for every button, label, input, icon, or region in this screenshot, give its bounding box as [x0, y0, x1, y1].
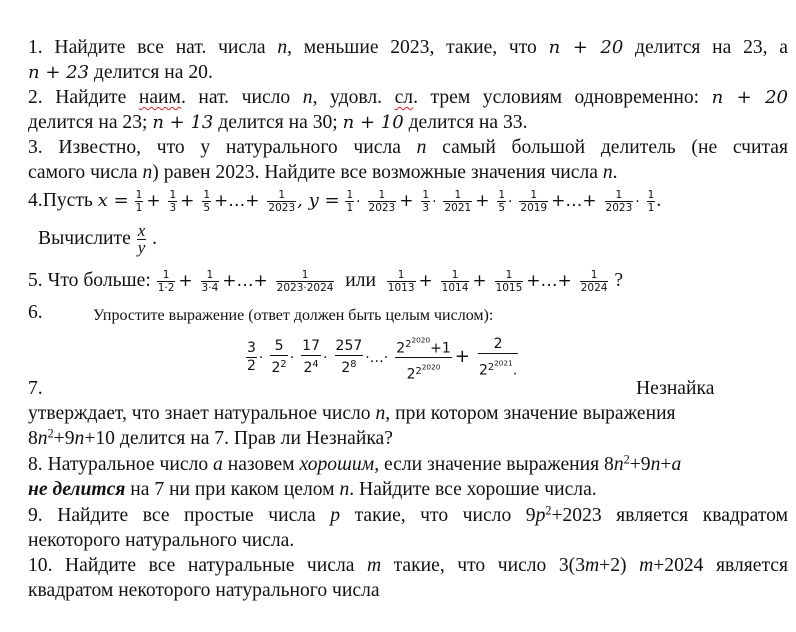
problem-7-line-2: утверждает, что знает натуральное число n, при котором значение выражения [28, 403, 676, 424]
problem-3-line-1: 3. Известно, что у натурального числа n самый большой делитель (не считая [28, 137, 789, 158]
problem-4-line-1: 4.Пусть x = $\frac{1}{1}$ + $\frac{1}{3}$ + $\frac{1}{5}$ +…+ $\frac{1}{2023}$ , y = $\frac{1}{1}$ · $\frac{1}{2023}$ + $\frac{1}{3}$ · $\frac{1}{2021}$ + $\frac{1}{5}$ · $\frac{1}{2019}$ +…+ $\frac{1}{2023}$ · $\frac{1}{1}$ . [28, 189, 662, 214]
fraction: $\frac{1}{2023}$ [368, 189, 396, 214]
problem-1-line-2: n + 23 делится на 20. [28, 62, 213, 83]
problem-1-line-1: 1. Найдите все нат. числа n, меньшие 2023, такие, что n + 20 делится на 23, а [28, 37, 788, 58]
fraction: $\frac{1}{1}$ [346, 189, 354, 214]
problem-9-line-2: некоторого натурального числа. [28, 530, 295, 551]
fraction: $\frac{1}{3\cdot 4}$ [201, 269, 219, 294]
problem-10-line-1: 10. Найдите все натуральные числа m такие, что число 3(3m+2) m+2024 является [28, 555, 788, 576]
fraction: $\frac{1}{2023\cdot 2024}$ [276, 269, 334, 294]
fraction: $\frac{1}{5}$ [203, 189, 210, 214]
fraction: $\frac{1}{2019}$ [520, 189, 548, 214]
fraction: $\frac{1}{1}$ [135, 189, 143, 214]
fraction-x-over-y: $\frac{x}{y}$ [137, 221, 146, 257]
fraction: $\frac{3}{2}$ [247, 340, 256, 375]
problem-3-line-2: самого числа n) равен 2023. Найдите все возможные значения числа n. [28, 162, 618, 183]
problem-6-number: 6. [28, 302, 43, 323]
problem-6-expression: $\frac{3}{2}$ · $\frac{5}{2^2}$ · $\frac{17}{2^4}$ · $\frac{257}{2^8}$ ·…· $\frac{2^{2^{2020}}+1}{2^{2^{2020}}}$ + $\frac{2}{2^{2^{2021}}.}$ [245, 332, 519, 384]
fraction: $\frac{1}{3}$ [169, 189, 177, 214]
fraction: $\frac{1}{1}$ [647, 189, 655, 214]
problem-10-line-2: квадратом некоторого натурального числа [28, 580, 380, 601]
fraction: $\frac{5}{2^2}$ [271, 338, 287, 377]
problem-7-subject: Незнайка [636, 378, 715, 399]
problem-2-line-1: 2. Найдите наим. нат. число n, удовл. сл. трем условиям одновременно: n + 20 [28, 87, 788, 108]
fraction: $\frac{2}{2^{2^{2021}}.}$ [478, 336, 518, 379]
fraction: $\frac{1}{2023}$ [268, 189, 296, 214]
problem-7-line-3: $8n^2+9n+10$ делится на 7. Прав ли Незнайка? [28, 426, 393, 449]
problem-5: 5. Что больше: $\frac{1}{1\cdot 2}$ + $\frac{1}{3\cdot 4}$ +…+ $\frac{1}{2023\cdot 2024}$ или $\frac{1}{1013}$ + $\frac{1}{1014}$ + $\frac{1}{1015}$ +…+ $\frac{1}{2024}$ ? [28, 269, 624, 294]
fraction: $\frac{2^{2^{2020}}+1}{2^{2^{2020}}}$ [395, 332, 452, 384]
fraction: $\frac{1}{2021}$ [444, 189, 472, 214]
problem-6-subtitle: Упростите выражение (ответ должен быть целым числом): [93, 307, 494, 324]
fraction: $\frac{1}{1\cdot 2}$ [157, 269, 175, 294]
fraction: $\frac{1}{3}$ [422, 189, 430, 214]
fraction: $\frac{1}{5}$ [498, 189, 506, 214]
problem-4-line-2: Вычислите $\frac{x}{y}$ . [38, 221, 158, 257]
fraction: $\frac{257}{2^8}$ [335, 338, 363, 377]
fraction: $\frac{1}{1014}$ [441, 269, 469, 294]
problem-7-number: 7. [28, 378, 43, 399]
fraction: $\frac{1}{1015}$ [495, 269, 523, 294]
problem-9-line-1: 9. Найдите все простые числа p такие, что число $9p^2+2023$ является квадратом [28, 503, 788, 526]
problem-2-line-2: делится на 23; n + 13 делится на 30; n + 10 делится на 33. [28, 112, 528, 133]
fraction: $\frac{1}{2024}$ [580, 269, 608, 294]
fraction: $\frac{17}{2^4}$ [302, 338, 320, 377]
problem-8-line-2: не делится на 7 ни при каком целом n. Найдите все хорошие числа. [28, 479, 597, 500]
fraction: $\frac{1}{2023}$ [605, 189, 633, 214]
fraction: $\frac{1}{1013}$ [387, 269, 415, 294]
problem-8-line-1: 8. Натуральное число a назовем хорошим, если значение выражения $8n^2+9n+a$ [28, 452, 682, 475]
